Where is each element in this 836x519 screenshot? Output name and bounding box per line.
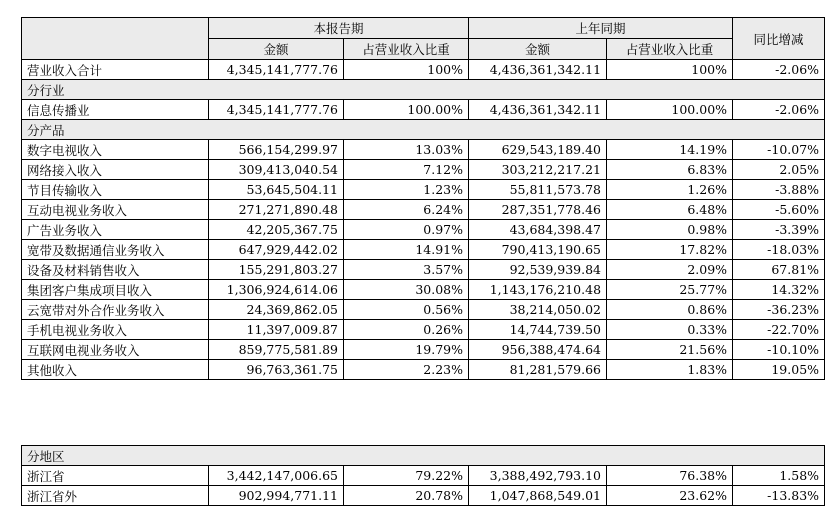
table-row: [22, 300, 825, 320]
row-prev-amount: 81,281,579.66: [469, 360, 607, 380]
row-label: 浙江省外: [22, 486, 209, 506]
row-label: 宽带及数据通信业务收入: [22, 240, 209, 260]
row-prev-amount: 38,214,050.02: [469, 300, 607, 320]
table-row: [22, 180, 825, 200]
row-prev-share: 6.83%: [607, 160, 733, 180]
row-prev-amount: 14,744,739.50: [469, 320, 607, 340]
header-current-period: 本报告期: [209, 18, 469, 39]
row-cur-share: 0.26%: [344, 320, 469, 340]
row-cur-share: 13.03%: [344, 140, 469, 160]
row-prev-amount: 1,047,868,549.01: [469, 486, 607, 506]
table-row: [22, 320, 825, 340]
row-cur-share: 30.08%: [344, 280, 469, 300]
row-cur-amount: 271,271,890.48: [209, 200, 344, 220]
row-cur-amount: 11,397,009.87: [209, 320, 344, 340]
row-label: 互动电视业务收入: [22, 200, 209, 220]
row-cur-amount: 859,775,581.89: [209, 340, 344, 360]
section-row-product: [22, 120, 825, 140]
row-cur-share: 7.12%: [344, 160, 469, 180]
row-cur-share: 79.22%: [344, 466, 469, 486]
row-prev-share: 25.77%: [607, 280, 733, 300]
row-cur-amount: 24,369,862.05: [209, 300, 344, 320]
row-cur-amount: 4,345,141,777.76: [209, 100, 344, 120]
row-label: 集团客户集成项目收入: [22, 280, 209, 300]
row-prev-share: 100.00%: [607, 100, 733, 120]
table-row: [22, 220, 825, 240]
row-prev-share: 0.98%: [607, 220, 733, 240]
row-label: 广告业务收入: [22, 220, 209, 240]
row-yoy: -3.88%: [733, 180, 825, 200]
row-yoy: -36.23%: [733, 300, 825, 320]
header-prior-period: 上年同期: [469, 18, 733, 39]
total-prev-amount: 4,436,361,342.11: [469, 60, 607, 80]
row-label: 云宽带对外合作业务收入: [22, 300, 209, 320]
row-label: 互联网电视业务收入: [22, 340, 209, 360]
row-prev-amount: 43,684,398.47: [469, 220, 607, 240]
total-yoy: -2.06%: [733, 60, 825, 80]
row-yoy: 19.05%: [733, 360, 825, 380]
header-cur-amount: 金额: [209, 39, 344, 60]
table-row: [22, 360, 825, 380]
row-label: 数字电视收入: [22, 140, 209, 160]
header-row-1: [22, 18, 825, 39]
row-cur-share: 0.97%: [344, 220, 469, 240]
table-row: [22, 200, 825, 220]
row-cur-share: 2.23%: [344, 360, 469, 380]
table-row: [22, 340, 825, 360]
row-prev-amount: 55,811,573.78: [469, 180, 607, 200]
total-cur-share: 100%: [344, 60, 469, 80]
section-row-region: [22, 446, 825, 466]
region-table-body: [22, 446, 825, 506]
row-yoy: -3.39%: [733, 220, 825, 240]
row-label: 设备及材料销售收入: [22, 260, 209, 280]
row-prev-share: 23.62%: [607, 486, 733, 506]
row-cur-amount: 309,413,040.54: [209, 160, 344, 180]
section-label-product: 分产品: [22, 120, 825, 140]
row-yoy: -13.83%: [733, 486, 825, 506]
row-cur-amount: 96,763,361.75: [209, 360, 344, 380]
row-prev-share: 0.86%: [607, 300, 733, 320]
row-yoy: 14.32%: [733, 280, 825, 300]
row-cur-share: 14.91%: [344, 240, 469, 260]
table-row: [22, 280, 825, 300]
row-prev-share: 76.38%: [607, 466, 733, 486]
region-table: [21, 445, 825, 506]
row-prev-share: 6.48%: [607, 200, 733, 220]
row-label: 手机电视业务收入: [22, 320, 209, 340]
row-cur-amount: 155,291,803.27: [209, 260, 344, 280]
row-cur-amount: 647,929,442.02: [209, 240, 344, 260]
header-prev-amount: 金额: [469, 39, 607, 60]
header-prev-share: 占营业收入比重: [607, 39, 733, 60]
row-prev-share: 17.82%: [607, 240, 733, 260]
section-row-industry: [22, 80, 825, 100]
table-row: [22, 260, 825, 280]
total-cur-amount: 4,345,141,777.76: [209, 60, 344, 80]
table-row: [22, 466, 825, 486]
row-prev-share: 2.09%: [607, 260, 733, 280]
total-prev-share: 100%: [607, 60, 733, 80]
row-cur-share: 100.00%: [344, 100, 469, 120]
row-prev-amount: 92,539,939.84: [469, 260, 607, 280]
row-yoy: -2.06%: [733, 100, 825, 120]
row-prev-amount: 287,351,778.46: [469, 200, 607, 220]
section-label-region: 分地区: [22, 446, 825, 466]
row-yoy: -22.70%: [733, 320, 825, 340]
header-blank-cell: [22, 18, 209, 60]
row-prev-amount: 956,388,474.64: [469, 340, 607, 360]
row-label: 其他收入: [22, 360, 209, 380]
row-cur-share: 6.24%: [344, 200, 469, 220]
row-yoy: -5.60%: [733, 200, 825, 220]
row-prev-share: 0.33%: [607, 320, 733, 340]
row-cur-share: 0.56%: [344, 300, 469, 320]
total-label: 营业收入合计: [22, 60, 209, 80]
row-prev-amount: 3,388,492,793.10: [469, 466, 607, 486]
row-prev-amount: 790,413,190.65: [469, 240, 607, 260]
table-row: [22, 486, 825, 506]
row-cur-share: 19.79%: [344, 340, 469, 360]
revenue-table-body: [22, 18, 825, 380]
row-label: 网络接入收入: [22, 160, 209, 180]
row-prev-amount: 1,143,176,210.48: [469, 280, 607, 300]
row-prev-share: 14.19%: [607, 140, 733, 160]
row-cur-amount: 53,645,504.11: [209, 180, 344, 200]
row-yoy: 1.58%: [733, 466, 825, 486]
row-yoy: -18.03%: [733, 240, 825, 260]
table-row: [22, 140, 825, 160]
row-label: 节目传输收入: [22, 180, 209, 200]
row-cur-share: 3.57%: [344, 260, 469, 280]
row-prev-amount: 303,212,217.21: [469, 160, 607, 180]
row-cur-share: 20.78%: [344, 486, 469, 506]
row-prev-amount: 629,543,189.40: [469, 140, 607, 160]
table-row: [22, 100, 825, 120]
header-cur-share: 占营业收入比重: [344, 39, 469, 60]
total-row: [22, 60, 825, 80]
row-cur-amount: 42,205,367.75: [209, 220, 344, 240]
row-label: 浙江省: [22, 466, 209, 486]
section-label-industry: 分行业: [22, 80, 825, 100]
row-prev-share: 21.56%: [607, 340, 733, 360]
row-cur-amount: 566,154,299.97: [209, 140, 344, 160]
revenue-table: [21, 17, 825, 380]
row-prev-share: 1.83%: [607, 360, 733, 380]
row-cur-share: 1.23%: [344, 180, 469, 200]
table-row: [22, 160, 825, 180]
row-cur-amount: 902,994,771.11: [209, 486, 344, 506]
header-yoy-change: 同比增减: [733, 18, 825, 60]
row-prev-amount: 4,436,361,342.11: [469, 100, 607, 120]
row-yoy: 2.05%: [733, 160, 825, 180]
row-cur-amount: 1,306,924,614.06: [209, 280, 344, 300]
row-yoy: -10.10%: [733, 340, 825, 360]
table-row: [22, 240, 825, 260]
row-yoy: -10.07%: [733, 140, 825, 160]
row-yoy: 67.81%: [733, 260, 825, 280]
row-label: 信息传播业: [22, 100, 209, 120]
row-prev-share: 1.26%: [607, 180, 733, 200]
row-cur-amount: 3,442,147,006.65: [209, 466, 344, 486]
